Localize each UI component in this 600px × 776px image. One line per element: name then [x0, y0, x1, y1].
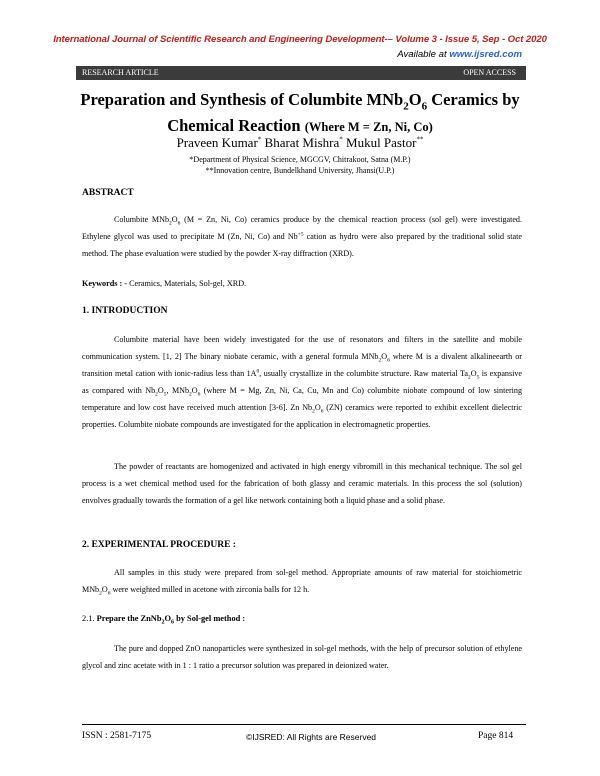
- text: by Sol-gel method :: [174, 614, 246, 623]
- title-subscript: 6: [421, 100, 428, 113]
- subscript: 2: [378, 357, 382, 364]
- text: O: [164, 614, 171, 623]
- keywords-text: Ceramics, Materials, Sol-gel, XRD.: [127, 279, 247, 288]
- text: (ZN) ceramics were reported to exhibit excellent dielectric properties. Columbite niobate compounds are investigated for the application in electromagnetic properties.: [82, 403, 522, 429]
- introduction-paragraph-2: The powder of reactants are homogenized and activated in high energy vibromill in this mechanical technique. The sol gel process is a wet chemical method used for the fabrication of both glassy and ceramic materials. In this process the sol (solution) envolves gradually towards the formation of a gel like network containing both a liquid phase and a solid phase.: [82, 462, 522, 505]
- author-mark: *: [257, 135, 262, 144]
- text: (where M = Mg, Zn, Ni, Ca, Cu, Mn and Co) columbite niobate compound of low sintering temperature and low cost have received much attention [3-6]. Zn Nb: [82, 386, 522, 412]
- text: , MNb: [166, 386, 190, 395]
- available-at: [397, 49, 522, 60]
- title-subscript: 2: [403, 100, 409, 113]
- text: O: [157, 386, 164, 395]
- author-list: [0, 135, 600, 151]
- subscript: 2: [467, 374, 471, 381]
- copyright: ©IJSRED: All Rights are Reserved: [246, 732, 377, 742]
- experimental-paragraph-2: The pure and dopped ZnO nanoparticles were synthesized in sol-gel methods, with the help of precursor solution of ethylene glycol and zinc acetate with in 1 : 1 ratio a precursor solution was prepared in deionized water.: [82, 644, 522, 670]
- author-mark: **: [416, 135, 424, 144]
- subscript: 2: [169, 220, 172, 227]
- text: All samples in this study were prepared from sol-gel method. Appropriate amounts of raw material for stoichiometric MNb: [82, 568, 522, 594]
- text: O: [470, 369, 477, 378]
- subscript: 2: [189, 391, 192, 398]
- text: cation as hydro were also prepared by the traditional solid state method. The phase evaluation were studied by the powder X-ray diffraction (XRD).: [82, 232, 522, 258]
- subsection-heading: [82, 614, 245, 626]
- text: Prepare the ZnNb: [96, 614, 162, 623]
- subscript: 5: [163, 391, 167, 398]
- subscript: 2: [312, 408, 315, 415]
- title-part: Ceramics by: [427, 90, 520, 109]
- journal-url-link[interactable]: www.ijsred.com: [449, 49, 522, 60]
- affiliation-2: **Innovation centre, Bundelkhand University, Jhansi(U.P.): [205, 166, 395, 175]
- text: Columbite MNb: [114, 215, 170, 224]
- title-part: Preparation and Synthesis of Columbite MNb: [80, 90, 404, 109]
- journal-header: International Journal of Scientific Research and Engineering Development-– Volume 3 - Issue 5, Sep - Oct 2020: [53, 34, 547, 45]
- author-mark: *: [339, 135, 343, 144]
- text: , usually crystallize in the columbite structure. Raw material Ta: [259, 369, 468, 378]
- title-line2: Chemical Reaction: [167, 116, 305, 136]
- subscript: 6: [197, 391, 201, 398]
- title-part: O: [408, 90, 422, 109]
- text: were weighted milled in acetone with zirconia balls for 12 h.: [110, 585, 310, 594]
- subscript: 6: [171, 619, 174, 626]
- subscript: 2: [155, 391, 158, 398]
- superscript: 0: [256, 368, 260, 375]
- article-type-bar: [76, 66, 526, 80]
- paper-title: [50, 90, 550, 137]
- subscript: 2: [161, 619, 165, 626]
- available-prefix: Available at: [397, 49, 450, 60]
- text: O: [314, 403, 321, 412]
- subscript: 6: [177, 220, 181, 227]
- keywords-label: Keywords : -: [82, 279, 128, 288]
- subscript: 6: [387, 357, 390, 364]
- research-article-tag: RESEARCH ARTICLE: [82, 68, 159, 77]
- text: Columbite material have been widely investigated for the use of resonators and filters in the satellite and mobile communication system. [1, 2] The binary niobate ceramic, with a general formula MNb: [82, 335, 522, 361]
- text: O: [191, 386, 198, 395]
- text: where M is a divalent alkalineearth or transition metal cation with ionic-radius less than 1A: [82, 352, 522, 378]
- footer-divider: [82, 724, 526, 725]
- subsection-number: 2.1.: [82, 614, 97, 623]
- author: Mukul Pastor: [342, 135, 417, 150]
- subscript: 6: [320, 408, 324, 415]
- experimental-paragraph-1: [82, 564, 522, 598]
- subscript: 6: [107, 590, 111, 597]
- superscript: +5: [297, 231, 304, 238]
- page-number: Page 814: [478, 731, 514, 741]
- text: O: [381, 352, 388, 361]
- text: O: [101, 585, 108, 594]
- text: O: [171, 215, 178, 224]
- abstract-paragraph: [82, 211, 522, 262]
- subscript: 2: [99, 590, 102, 597]
- experimental-heading: 2. EXPERIMENTAL PROCEDURE :: [82, 540, 236, 550]
- author: Bharat Mishra: [261, 135, 340, 150]
- introduction-paragraph-1: [82, 331, 522, 433]
- introduction-heading: 1. INTRODUCTION: [82, 306, 168, 316]
- text: is expansive as compared with Nb: [82, 369, 522, 395]
- abstract-heading: ABSTRACT: [82, 188, 134, 198]
- subscript: 5: [476, 374, 480, 381]
- issn: ISSN : 2581-7175: [82, 731, 152, 741]
- title-line2-note: (Where M = Zn, Ni, Co): [304, 120, 433, 135]
- affiliation-1: *Department of Physical Science, MGCGV, Chitrakoot, Satna (M.P.): [189, 155, 411, 164]
- keywords: [82, 279, 246, 288]
- open-access-tag: OPEN ACCESS: [463, 68, 516, 77]
- author: Praveen Kumar: [176, 135, 258, 150]
- text: (M = Zn, Ni, Co) ceramics produce by the chemical reaction process (sol gel) were investigated. Ethylene glycol was used to precipitate M (Zn, Ni, Co) and Nb: [82, 215, 522, 241]
